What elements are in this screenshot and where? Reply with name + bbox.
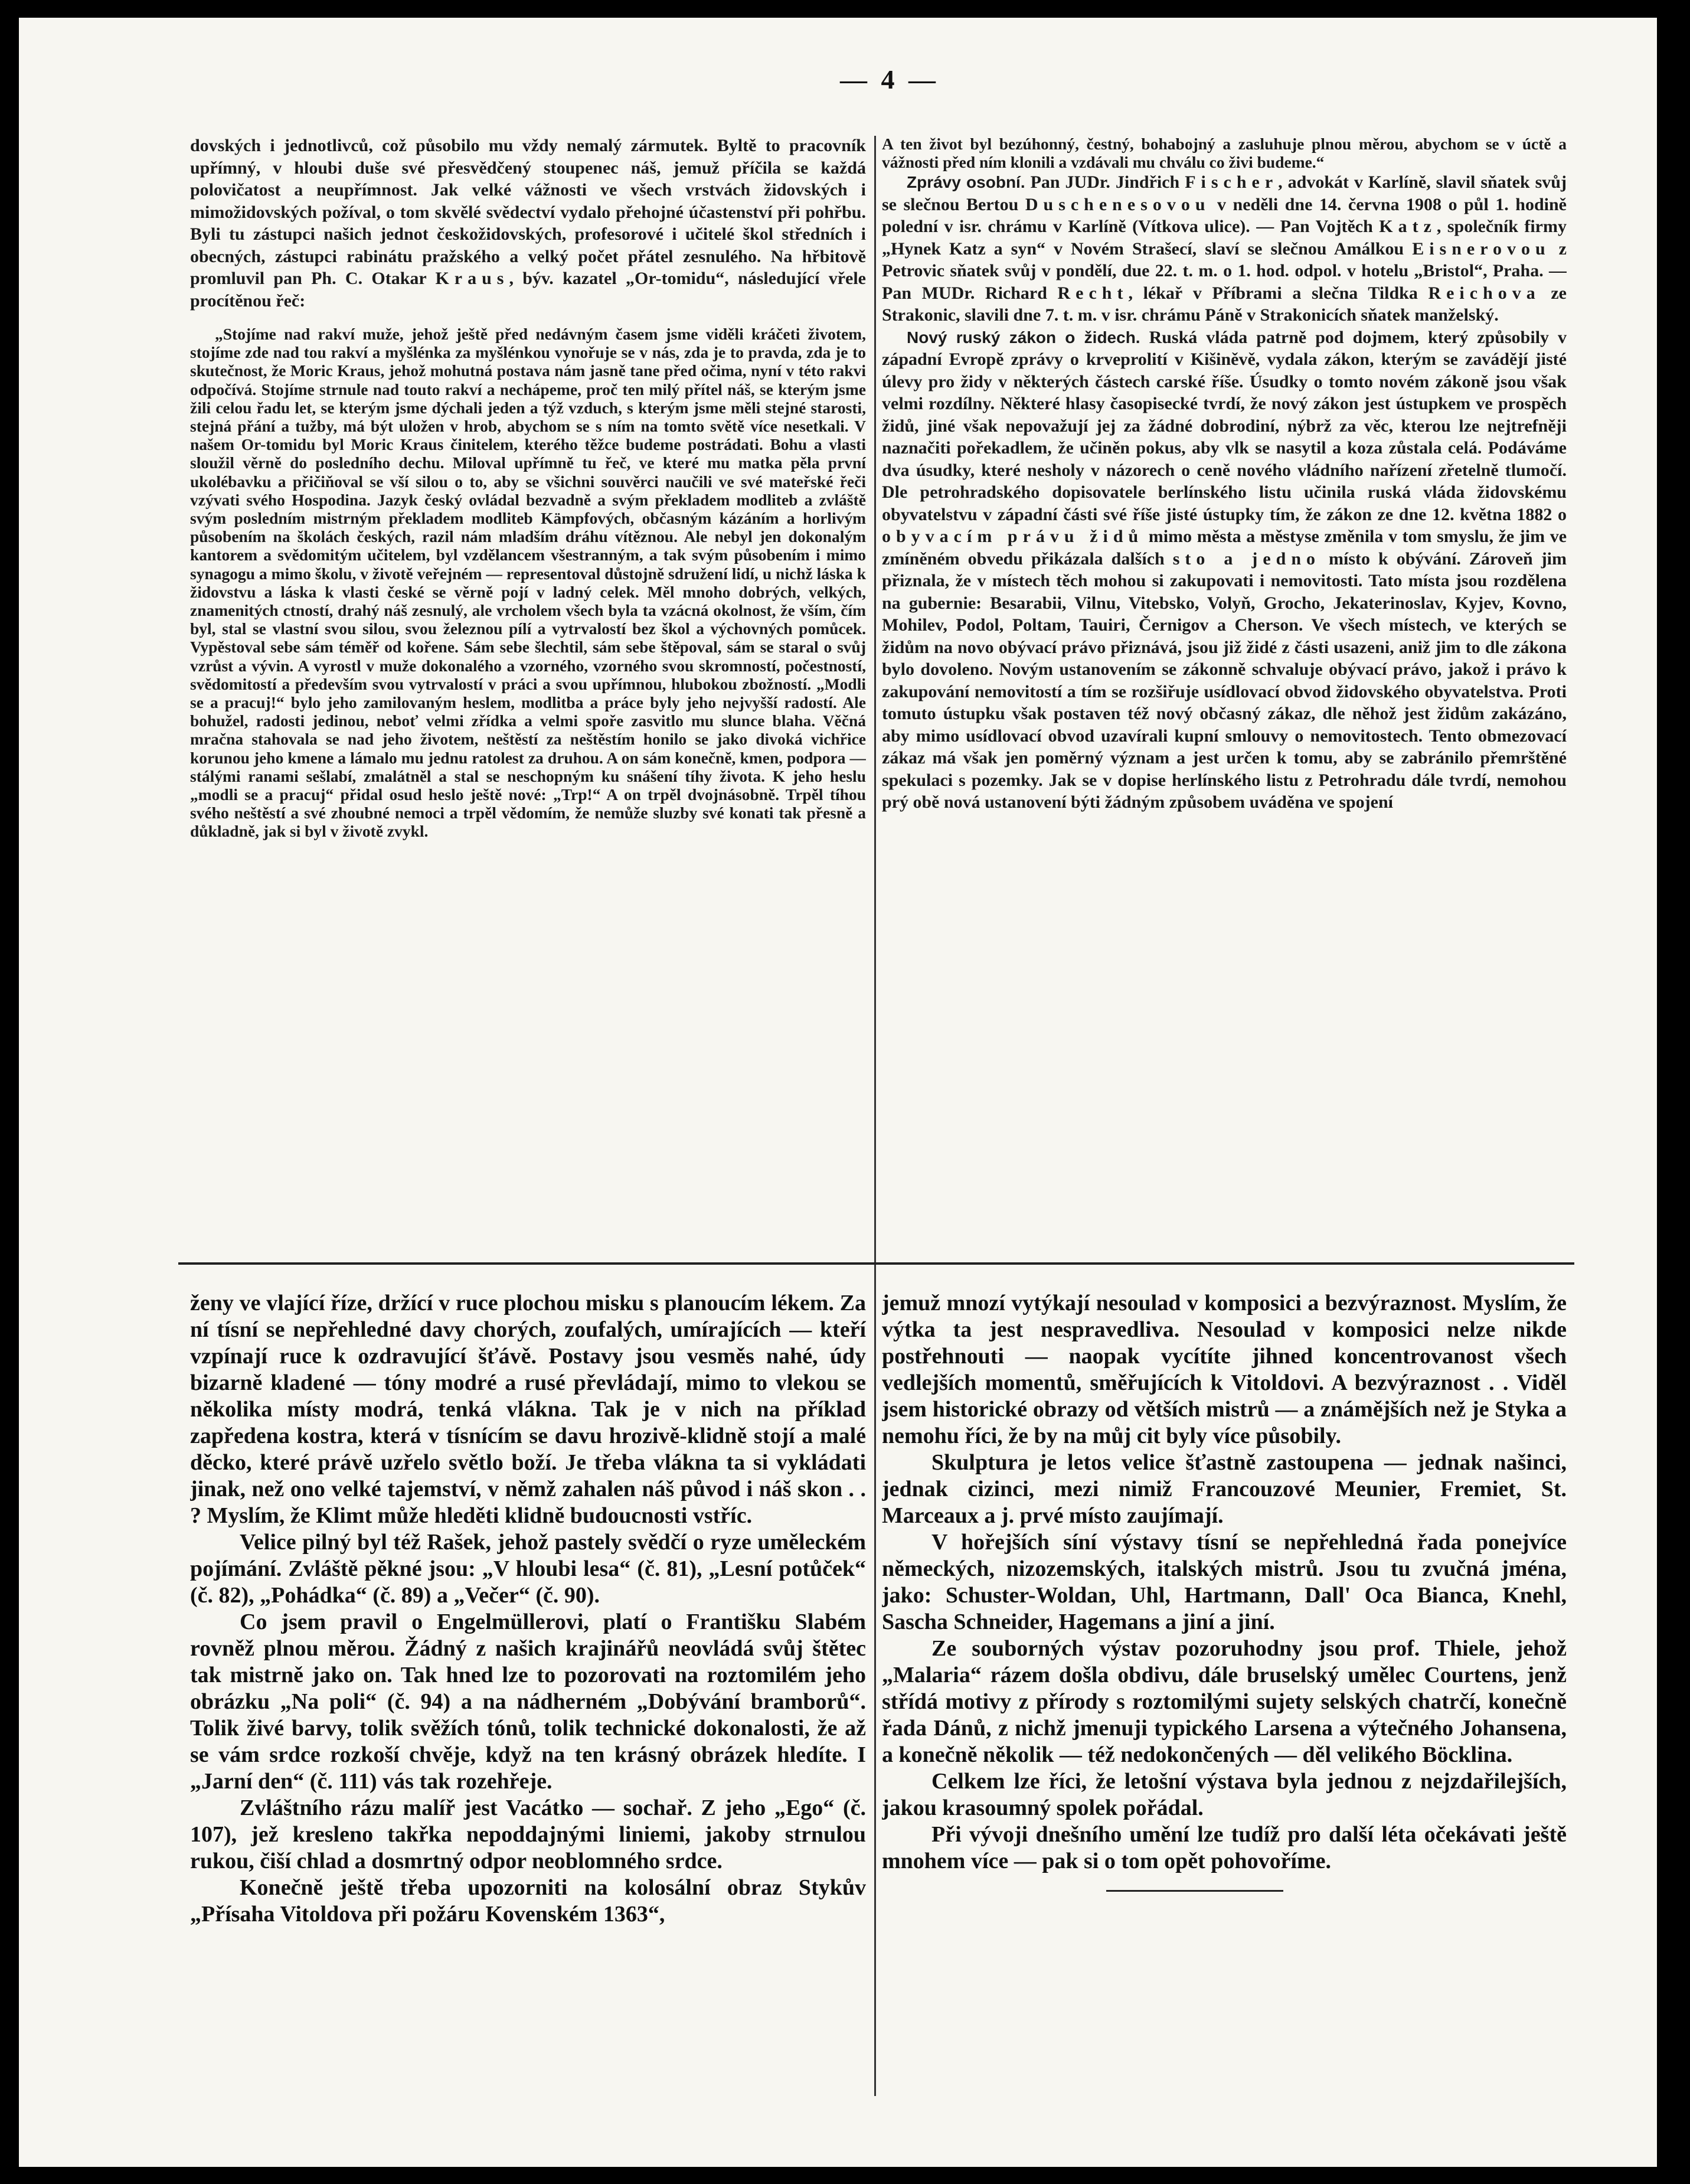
person-name: Reichova: [1428, 283, 1541, 303]
emphasized-phrase: sto a jedno: [1172, 549, 1321, 569]
article-end-rule: [1106, 1890, 1283, 1892]
bottom-left-column: [190, 1290, 866, 2111]
feuilleton-paragraph: Při vývoji dnešního umění lze tudíž pro další léta očekávati ještě mnohem více — pak si o tom opět pohovoříme.: [882, 1822, 1567, 1873]
personal-news-text: , lékař v Příbrami a slečna Tildka: [1128, 283, 1429, 303]
newspaper-page: [19, 18, 1657, 2167]
eulogy-paragraph: „Stojíme nad rakví muže, jehož ještě před nedávným časem jsme viděli kráčeti životem, stojíme zde nad tou rakví a myšlénka za myšlénkou vynořuje se v nás, zda je to pravda, zda je to skutečnost, že Moric Kraus, jehož mohutná postava nám jasně tane před očima, nyní v této rakvi odpočívá. Stojíme strnule nad touto rakví a nechápeme, proč ten milý přítel náš, se kterým jsme žili celou řadu let, se kterým jsme dýchali jeden a týž vzduch, s kterým jsme měli stejné starosti, stejná přání a tužby, má být uložen v hrob, abychom se s ním na tomto světě více nesetkali. V našem Or-tomidu byl Moric Kraus činitelem, kterého těžce budeme postrádati. Bohu a vlasti sloužil věrně do posledního dechu. Miloval upřímně tu řeč, ve které mu matka pěla první ukolébavku a přičiňoval se vší silou o to, aby se všichni souvěrci naučili ve své mateřské řeči vzývati svého Hospodina. Jazyk český ovládal bezvadně a svým překladem modliteb a zvláště svým posledním mistrným překladem modliteb Kämpfových, občasným kázáním a horlivým působením na školách českých, razil nám mladším dráhu vítěznou. Ale nebyl jen dokonalým kantorem a svědomitým učitelem, byl vzdělancem všestranným, a tak svým působením i mimo synagogu a mimo školu, v životě veřejném — representoval důstojně sdružení lidí, u nichž láska k židovstvu a láska k vlasti české se věrně pojí v ladný celek. Měl mnoho dobrých, velkých, znamenitých ctností, drahý náš zesnulý, ale vrcholem všech byla ta vzácná okolnost, že vším, čím byl, stal se vlastní svou silou, svou železnou pílí a vytrvalostí bez škol a výchovných pomůcek. Vypěstoval sebe sám téměř od kořene. Sám sebe šlechtil, sám sebe štěpoval, sám se staral o svůj vzrůst a vývin. A vyrostl v muže dokonalého a vzorného, vzorného svou skromností, počestností, svědomitostí a především svou vytrvalostí v práci a svou upřímnou, hlubokou zbožností. „Modli se a pracuj!“ bylo jeho zamilovaným heslem, modlitba a práce byly jeho nejvyšší radostí. Ale bohužel, radosti jedinou, neboť velmi zřídka a velmi spoře zasvitlo mu slunce blaha. Věčná mračna stahovala se nad jeho životem, neštěstí za neštěstím honilo se jako divoká vichřice korunou jeho kmene a lámalo mu jednu ratolest za druhou. A on sám konečně, kmen, podpora — stálými ranami sešlabí, zmalátněl a stal se neschopným ku snášení tíhy života. K jeho heslu „modli se a pracuj“ přidal osud heslo ještě nové: „Trp!“ A on trpěl dvojnásobně. Trpěl tíhou svého neštěstí a své zhoubné nemoci a trpěl vědomím, že nemůže sluzby své konati tak přesně a důkladně, jak si byl v životě zvykl.: [190, 325, 866, 841]
emphasized-phrase: obyvacím právu židů: [882, 527, 1144, 547]
personal-news-heading: Zprávy osobní.: [907, 173, 1025, 192]
personal-news-text: ze Strakonic, slavili dne 7. t. m. v isr. chrámu Páně v Strakonicích sňatek manželský.: [882, 283, 1567, 325]
top-left-column: [190, 135, 866, 1240]
feuilleton-paragraph: Zvláštního rázu malíř jest Vacátko — sochař. Z jeho „Ego“ (č. 107), jež kresleno takřka nepoddajnými liniemi, jakoby strnulou rukou, čiší chlad a dosmrtný odpor neoblomného srdce.: [190, 1795, 866, 1873]
feuilleton-paragraph: jemuž mnozí vytýkají nesoulad v komposici a bezvýraznost. Myslím, že výtka ta jest nespravedliva. Nesoulad v komposici nelze nikde postřehnouti — naopak vycítíte jihned koncentrovanost všech vedlejších momentů, směřujících k Vitoldovi. A bezvýraznost . . Viděl jsem historické obrazy od větších mistrů — a známějších než je Styka a nemohu říci, že by na můj cit byly více působily.: [882, 1291, 1567, 1448]
russian-law-text: mimo města a městyse změnila v tom smyslu, že jim ve zmíněném obvedu přikázala dalších: [882, 527, 1567, 569]
feuilleton-paragraph: Velice pilný byl též Rašek, jehož pastely svědčí o ryze uměleckém pojímání. Zvláště pěkné jsou: „V hloubi lesa“ (č. 81), „Lesní potůček“ (č. 82), „Pohádka“ (č. 89) a „Večer“ (č. 90).: [190, 1530, 866, 1608]
column-divider: [874, 136, 876, 2096]
russian-law-paragraph: [882, 327, 1567, 814]
russian-law-heading: Nový ruský zákon o židech.: [907, 328, 1140, 347]
eulogy-quote: [190, 325, 866, 841]
funeral-report-text: dovských i jednotlivců, což působilo mu vždy nemalý zármutek. Byltě to pracovník upřímný, v hloubi duše své přesvědčený stoupenec náš, jemuž příčila se každá polovičatost a neupřímnost. Jak velké vážnosti ve všech vrstvách židovských i mimožidovských požíval, o tom skvělé svědectví vydalo přehojné účastenství při pohřbu. Byli tu zástupci našich jednot českožidovských, profesorové i učitelé škol středních i obecných, zástupci rabinátu pražského a velký počet přátel zesnulého. Na hřbitově promluvil pan Ph. C. Otakar: [190, 136, 866, 288]
person-name: Recht: [1057, 283, 1129, 303]
page-number: — 4 —: [840, 64, 939, 94]
person-name: Eisnerovou: [1412, 239, 1551, 259]
feuilleton-paragraph: Skulptura je letos velice šťastně zastoupena — jednak našinci, jednak cizinci, mezi nimiž Francouzové Meunier, Fremiet, St. Marceaux a j. prvé místo zaujímají.: [882, 1450, 1567, 1528]
feuilleton-paragraph: Konečně ještě třeba upozorniti na kolosální obraz Stykův „Přísaha Vitoldova při požáru Kovenském 1363“,: [190, 1875, 866, 1927]
feuilleton-paragraph: Celkem lze říci, že letošní výstava byla jednou z nejzdařilejších, jakou krasoumný spolek pořádal.: [882, 1769, 1567, 1820]
funeral-report-paragraph: [190, 135, 866, 312]
section-divider: [178, 1262, 1574, 1265]
personal-news-text: , advokát v Karlíně, slavil sňatek svůj se slečnou Bertou: [882, 172, 1567, 214]
eulogy-quote-end: [882, 135, 1567, 171]
person-name: Duschenesovou: [1025, 194, 1211, 214]
speaker-name: Kraus: [435, 269, 509, 288]
top-right-column: [882, 135, 1567, 1240]
personal-news-text: z Petrovic sňatek svůj v pondělí, due 22. t. m. o 1. hod. odpol. v hotelu „Bristol“, Praha. — Pan MUDr. Richard: [882, 239, 1567, 303]
person-name: Katz: [1379, 217, 1437, 237]
russian-law-text: Ruská vláda patrně pod dojmem, který způsobily v západní Evropě zprávy o krveprolití v Kišiněvě, vydala zákon, kterým se zavádějí jisté úlevy pro židy v některých částech carské říše. Úsudky o tomto novém zákoně jsou však velmi rozdílny. Některé hlasy časopisecké tvrdí, že nový zákon jest ústupkem ve prospěch židů, jiné však nepovažují jej za žádné dobrodiní, nýbrž za věc, kterou lze nejtrefněji naznačiti pořekadlem, že učiněn pokus, aby vlk se nasytil a koza zůstala celá. Podáváme dva úsudky, které nesholy v názorech o ceně nového vládního nařízení zřetelně tlumočí. Dle petrohradského dopisovatele berlínského listu učinila ruská vláda židovskému obyvatelstvu v západní části své říše jisté ústupky tím, že zákon ze dne 12. května 1882 o: [882, 327, 1567, 524]
personal-news-text: Pan JUDr. Jindřich: [1025, 172, 1185, 192]
russian-law-text: místo k obývání. Zároveň jim přiznala, že v místech těch mohou si zakupovati i nemovitosti. Tato místa jsou rozdělena na gubernie: Besarabii, Vilnu, Vitebsko, Volyň, Grocho, Jekaterinoslav, Kyjev, Kovno, Mohilev, Podol, Poltam, Tauiri, Černigov a Cherson. Ve všech místech, ve kterých se židům na novo obývací právo přiznává, jsou již židé z části usazeni, aniž jim to dle zákona bylo dovoleno. Novým ustanovením se zákonně schvaluje obývací právo, jakož i právo k zakupování nemovitostí a tím se rozšiřuje usídlovací obvod židovského obyvatelstva. Proti tomuto ústupku však postaven též nový občasný zákaz, dle něhož jest židům zakázáno, aby mimo usídlovací obvod uzavírali kupní smlouvy o nemovitostech. Tento obmezovací zákaz má však jen poměrný význam a jest určen k tomu, aby se zabránilo přemrštěné spekulaci s pozemky. Jak se v dopise herlínského listu z Petrohradu dále tvrdí, nemohou prý obě nová ustanovení býti žádným způsobem uváděna ve spojení: [882, 549, 1567, 812]
person-name: Fischer: [1185, 172, 1279, 192]
funeral-report-text-end: , býv. kazatel „Or-tomidu“, následující vřele procítěnou řeč:: [190, 269, 866, 311]
eulogy-ending: A ten život byl bezúhonný, čestný, bohabojný a zasluhuje plnou měrou, abychom se v úctě a vážnosti před ním klonili a vzdávali mu chválu co živi budeme.“: [882, 135, 1567, 172]
feuilleton-paragraph: ženy ve vlající říze, držící v ruce plochou misku s planoucím lékem. Za ní tísní se nepřehledné davy chorých, zoufalých, umírajících — kteří vzpínají ruce k ozdravující šťávě. Postavy jsou vesměs nahé, údy bizarně kladené — tóny modré a rusé převládají, mimo to vlekou se několika místy modrá, tenká vlákna. Tak je v nich na příklad zapředena kostra, která v tísnícím se davu hrozivě-klidně stojí a malé děcko, které právě uzřelo světlo boží. Je třeba vlákna ta si vykládati jinak, než ono velké tajemství, v němž zahalen náš původ i náš skon . . ? Myslím, že Klimt může hleděti klidně budoucnosti vstříc.: [190, 1291, 866, 1528]
personal-news-text: , společník firmy „Hynek Katz a syn“ v Novém Strašecí, slaví se slečnou Amálkou: [882, 217, 1567, 259]
feuilleton-paragraph: V hořejších síní výstavy tísní se nepřehledná řada ponejvíce německých, nizozemských, italských mistrů. Jsou tu zvučná jména, jako: Schuster-Woldan, Uhl, Hartmann, Dall' Oca Bianca, Knehl, Sascha Schneider, Hagemans a jiní a jiní.: [882, 1530, 1567, 1634]
feuilleton-paragraph: Ze souborných výstav pozoruhodny jsou prof. Thiele, jehož „Malaria“ rázem došla obdivu, dále bruselský umělec Courtens, jenž střídá motivy z přírody s roztomilými sujety selských chatrčí, konečně řada Dánů, z nichž jmenuji typického Larsena a výtečného Johansena, a konečně několik — též nedokončených — děl velikého Böcklina.: [882, 1636, 1567, 1767]
feuilleton-paragraph: Co jsem pravil o Engelmüllerovi, platí o Františku Slabém rovněž plnou měrou. Žádný z našich krajinářů neovládá svůj štětec tak mistrně jako on. Tak hned lze to pozorovati na roztomilém jeho obrázku „Na poli“ (č. 94) a na nádherném „Dobývání bramborů“. Tolik živé barvy, tolik svěžích tónů, tolik technické dokonalosti, že až se vám srdce rozkoší chvěje, když na ten krásný obrázek hledíte. I „Jarní den“ (č. 111) vás tak rozehřeje.: [190, 1610, 866, 1794]
bottom-right-column: [882, 1290, 1567, 2111]
personal-news-paragraph: [882, 171, 1567, 327]
personal-news-text: v neděli dne 14. června 1908 o půl 1. hodině polední v isr. chrámu v Karlíně (Vítkova ulice). — Pan Vojtěch: [882, 194, 1567, 237]
